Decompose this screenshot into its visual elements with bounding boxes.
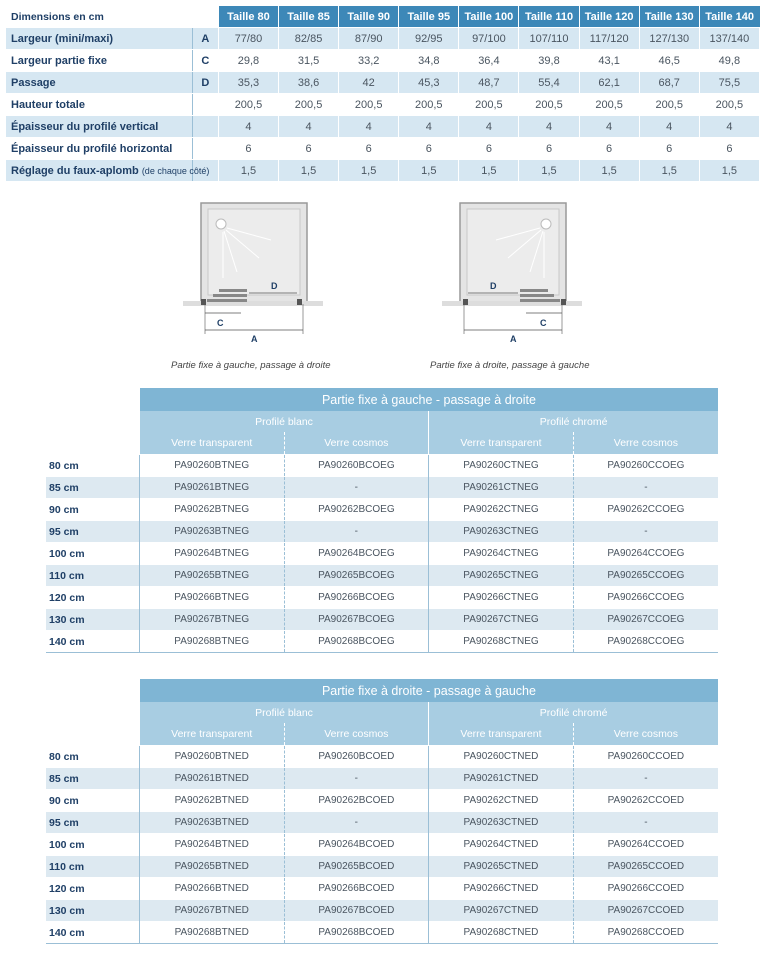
dimension-code xyxy=(192,94,218,116)
dimension-label: Épaisseur du profilé horizontal xyxy=(6,138,192,160)
product-code: PA90261BTNED xyxy=(139,768,284,790)
dimensions-body xyxy=(6,28,760,182)
dimension-value: 1,5 xyxy=(459,160,519,182)
product-code: PA90264BCOEG xyxy=(284,543,429,565)
row-size-label: 85 cm xyxy=(46,768,139,790)
dimension-value: 97/100 xyxy=(459,28,519,50)
dimension-value: 6 xyxy=(339,138,399,160)
row-size-label: 85 cm xyxy=(46,477,139,499)
row-size-label: 140 cm xyxy=(46,922,139,944)
row-size-label: 90 cm xyxy=(46,790,139,812)
product-code: PA90262BCOEG xyxy=(284,499,429,521)
dim-label-a: A xyxy=(251,334,258,344)
product-code: PA90266CTNED xyxy=(429,878,574,900)
dimension-value: 1,5 xyxy=(699,160,759,182)
column-header: Verre transparent xyxy=(139,723,284,746)
product-code: PA90264BCOED xyxy=(284,834,429,856)
row-size-label: 80 cm xyxy=(46,746,139,768)
row-size-label: 130 cm xyxy=(46,609,139,631)
dimension-value: 4 xyxy=(579,116,639,138)
dimension-value: 6 xyxy=(639,138,699,160)
product-code: PA90265BTNED xyxy=(139,856,284,878)
product-code: PA90267BCOED xyxy=(284,900,429,922)
product-code: PA90260CTNEG xyxy=(429,455,574,477)
product-code: PA90262CTNEG xyxy=(429,499,574,521)
dimension-value: 75,5 xyxy=(699,72,759,94)
product-code: PA90261CTNEG xyxy=(429,477,574,499)
product-code: - xyxy=(284,812,429,834)
table-row xyxy=(46,812,718,834)
dimension-value: 45,3 xyxy=(399,72,459,94)
table-row xyxy=(46,834,718,856)
dimension-value: 4 xyxy=(339,116,399,138)
product-code: PA90263CTNEG xyxy=(429,521,574,543)
dimension-value: 200,5 xyxy=(519,94,579,116)
dimension-value: 6 xyxy=(218,138,278,160)
sliding-door xyxy=(213,294,247,297)
size-header: Taille 120 xyxy=(579,6,639,28)
table-row xyxy=(46,587,718,609)
product-code: PA90262CCOEG xyxy=(573,499,718,521)
dimension-value: 200,5 xyxy=(279,94,339,116)
dim-label-c: C xyxy=(217,318,224,328)
row-size-label: 95 cm xyxy=(46,812,139,834)
dimension-value: 4 xyxy=(399,116,459,138)
diagram-fixed-right xyxy=(442,200,582,348)
dimension-value: 48,7 xyxy=(459,72,519,94)
dimension-value: 43,1 xyxy=(579,50,639,72)
dimension-value: 34,8 xyxy=(399,50,459,72)
dimensions-table xyxy=(6,6,760,182)
dimension-value: 35,3 xyxy=(218,72,278,94)
product-code: PA90260CCOEG xyxy=(573,455,718,477)
product-code: - xyxy=(573,477,718,499)
product-code: PA90265CTNEG xyxy=(429,565,574,587)
product-code: PA90264BTNED xyxy=(139,834,284,856)
product-code: - xyxy=(284,477,429,499)
reference-table-body xyxy=(46,746,718,944)
product-code: PA90267BTNEG xyxy=(139,609,284,631)
product-code: PA90268CTNEG xyxy=(429,631,574,653)
row-size-label: 100 cm xyxy=(46,543,139,565)
dimension-row xyxy=(6,72,760,94)
dimension-value: 1,5 xyxy=(399,160,459,182)
product-code: PA90265CCOED xyxy=(573,856,718,878)
dimension-value: 62,1 xyxy=(579,72,639,94)
dimension-value: 68,7 xyxy=(639,72,699,94)
reference-table-fixed-left xyxy=(46,388,718,653)
product-code: PA90267BTNED xyxy=(139,900,284,922)
dim-label-a: A xyxy=(510,334,517,344)
product-code: PA90268CCOED xyxy=(573,922,718,944)
dimension-value: 200,5 xyxy=(339,94,399,116)
row-size-label: 140 cm xyxy=(46,631,139,653)
column-header: Verre cosmos xyxy=(284,432,429,455)
product-code: PA90260CTNED xyxy=(429,746,574,768)
dimension-label: Largeur partie fixe xyxy=(6,50,192,72)
dimension-value: 4 xyxy=(699,116,759,138)
table-row xyxy=(46,543,718,565)
product-code: PA90266BTNEG xyxy=(139,587,284,609)
product-code: PA90264CTNEG xyxy=(429,543,574,565)
product-code: PA90268BCOED xyxy=(284,922,429,944)
product-code: PA90266CCOED xyxy=(573,878,718,900)
table-row xyxy=(46,878,718,900)
dimension-row xyxy=(6,28,760,50)
dimension-label-note: (de chaque côté) xyxy=(141,165,210,176)
dimension-label: Largeur (mini/maxi) xyxy=(6,28,192,50)
dim-label-d: D xyxy=(271,281,278,291)
product-code: PA90262CCOED xyxy=(573,790,718,812)
column-header: Verre cosmos xyxy=(573,723,718,746)
table-row xyxy=(46,856,718,878)
product-code: - xyxy=(284,768,429,790)
product-code: PA90262BTNED xyxy=(139,790,284,812)
dimension-code xyxy=(192,116,218,138)
dimension-value: 1,5 xyxy=(639,160,699,182)
dimension-value: 39,8 xyxy=(519,50,579,72)
dimension-value: 46,5 xyxy=(639,50,699,72)
product-code: PA90260BTNEG xyxy=(139,455,284,477)
product-code: PA90268BTNED xyxy=(139,922,284,944)
table-row xyxy=(46,790,718,812)
dimension-row xyxy=(6,160,760,182)
product-code: PA90262CTNED xyxy=(429,790,574,812)
dimension-value: 4 xyxy=(279,116,339,138)
dimension-label: Réglage du faux-aplomb (de chaque côté) xyxy=(6,160,192,182)
dim-label-d: D xyxy=(490,281,497,291)
product-code: PA90261BTNEG xyxy=(139,477,284,499)
column-header: Verre transparent xyxy=(429,432,574,455)
table-title: Partie fixe à droite - passage à gauche xyxy=(139,679,718,702)
product-code: PA90266BCOED xyxy=(284,878,429,900)
dimension-value: 42 xyxy=(339,72,399,94)
dimension-value: 4 xyxy=(519,116,579,138)
size-header: Taille 110 xyxy=(519,6,579,28)
table-row xyxy=(46,499,718,521)
dimension-row xyxy=(6,116,760,138)
dimension-code: D xyxy=(192,72,218,94)
table-row xyxy=(46,477,718,499)
dimension-code xyxy=(192,138,218,160)
dimension-value: 29,8 xyxy=(218,50,278,72)
product-code: PA90260BCOED xyxy=(284,746,429,768)
row-size-label: 130 cm xyxy=(46,900,139,922)
group-header: Profilé blanc xyxy=(139,702,428,723)
dimension-value: 127/130 xyxy=(639,28,699,50)
row-size-label: 95 cm xyxy=(46,521,139,543)
dimension-value: 36,4 xyxy=(459,50,519,72)
product-code: PA90260BTNED xyxy=(139,746,284,768)
fixed-panel xyxy=(207,299,247,302)
product-code: PA90267CTNEG xyxy=(429,609,574,631)
dimension-value: 6 xyxy=(279,138,339,160)
dimension-label: Épaisseur du profilé vertical xyxy=(6,116,192,138)
product-code: PA90265BCOED xyxy=(284,856,429,878)
dimension-value: 92/95 xyxy=(399,28,459,50)
dimension-value: 200,5 xyxy=(699,94,759,116)
diagram-caption-left: Partie fixe à gauche, passage à droite xyxy=(171,360,331,371)
dimension-row xyxy=(6,94,760,116)
shower-head-icon xyxy=(541,219,551,229)
size-header: Taille 80 xyxy=(218,6,278,28)
dimension-value: 31,5 xyxy=(279,50,339,72)
group-header: Profilé chromé xyxy=(429,411,718,432)
product-code: PA90267CCOEG xyxy=(573,609,718,631)
dimension-value: 6 xyxy=(459,138,519,160)
shower-head-icon xyxy=(216,219,226,229)
row-size-label: 90 cm xyxy=(46,499,139,521)
sliding-door xyxy=(520,294,554,297)
product-code: PA90268CTNED xyxy=(429,922,574,944)
table-row xyxy=(46,565,718,587)
dimension-value: 4 xyxy=(218,116,278,138)
dimension-value: 49,8 xyxy=(699,50,759,72)
column-header: Verre transparent xyxy=(429,723,574,746)
product-code: PA90262BTNEG xyxy=(139,499,284,521)
dimension-value: 77/80 xyxy=(218,28,278,50)
dimensions-header-row xyxy=(6,6,760,28)
dimension-row xyxy=(6,50,760,72)
product-code: PA90266BTNED xyxy=(139,878,284,900)
dimension-value: 6 xyxy=(399,138,459,160)
size-header: Taille 90 xyxy=(339,6,399,28)
dimension-value: 82/85 xyxy=(279,28,339,50)
product-code: PA90264CCOED xyxy=(573,834,718,856)
column-header: Verre cosmos xyxy=(284,723,429,746)
product-code: - xyxy=(573,768,718,790)
product-code: PA90266CTNEG xyxy=(429,587,574,609)
product-code: - xyxy=(284,521,429,543)
dimension-value: 200,5 xyxy=(218,94,278,116)
dimension-value: 1,5 xyxy=(339,160,399,182)
dimension-value: 6 xyxy=(519,138,579,160)
table-row xyxy=(46,768,718,790)
product-code: PA90264CTNED xyxy=(429,834,574,856)
product-code: PA90265CTNED xyxy=(429,856,574,878)
product-code: PA90263BTNEG xyxy=(139,521,284,543)
product-code: PA90267CCOED xyxy=(573,900,718,922)
table-row xyxy=(46,746,718,768)
dimension-value: 1,5 xyxy=(279,160,339,182)
product-code: PA90268BCOEG xyxy=(284,631,429,653)
dimension-value: 6 xyxy=(579,138,639,160)
group-header: Profilé chromé xyxy=(429,702,718,723)
product-code: PA90262BCOED xyxy=(284,790,429,812)
dimension-label: Passage xyxy=(6,72,192,94)
dimension-value: 4 xyxy=(459,116,519,138)
dimensions-header-label: Dimensions en cm xyxy=(6,6,192,28)
group-header: Profilé blanc xyxy=(139,411,428,432)
table-title: Partie fixe à gauche - passage à droite xyxy=(139,388,718,411)
dimension-value: 6 xyxy=(699,138,759,160)
row-size-label: 110 cm xyxy=(46,856,139,878)
reference-table-body xyxy=(46,455,718,653)
table-row xyxy=(46,900,718,922)
size-header: Taille 95 xyxy=(399,6,459,28)
table-row xyxy=(46,609,718,631)
dimension-value: 1,5 xyxy=(519,160,579,182)
size-header: Taille 85 xyxy=(279,6,339,28)
product-code: PA90265BCOEG xyxy=(284,565,429,587)
dimension-value: 200,5 xyxy=(459,94,519,116)
dimension-row xyxy=(6,138,760,160)
diagram-fixed-left xyxy=(183,200,323,348)
dimension-value: 4 xyxy=(639,116,699,138)
reference-table-fixed-right xyxy=(46,679,718,944)
product-code: PA90268BTNEG xyxy=(139,631,284,653)
dimension-code: A xyxy=(192,28,218,50)
dimension-value: 200,5 xyxy=(639,94,699,116)
product-code: PA90264BTNEG xyxy=(139,543,284,565)
size-header: Taille 100 xyxy=(459,6,519,28)
table-row xyxy=(46,455,718,477)
dimension-value: 117/120 xyxy=(579,28,639,50)
product-code: - xyxy=(573,521,718,543)
product-code: PA90266CCOEG xyxy=(573,587,718,609)
table-row xyxy=(46,922,718,944)
dimension-value: 38,6 xyxy=(279,72,339,94)
column-header: Verre cosmos xyxy=(573,432,718,455)
size-header: Taille 140 xyxy=(699,6,759,28)
dimension-code: C xyxy=(192,50,218,72)
row-size-label: 110 cm xyxy=(46,565,139,587)
size-header: Taille 130 xyxy=(639,6,699,28)
row-size-label: 120 cm xyxy=(46,587,139,609)
product-code: PA90266BCOEG xyxy=(284,587,429,609)
dimension-value: 55,4 xyxy=(519,72,579,94)
product-code: - xyxy=(573,812,718,834)
table-row xyxy=(46,521,718,543)
fixed-panel xyxy=(520,299,560,302)
product-code: PA90261CTNED xyxy=(429,768,574,790)
product-code: PA90267BCOEG xyxy=(284,609,429,631)
dimension-value: 200,5 xyxy=(399,94,459,116)
row-size-label: 80 cm xyxy=(46,455,139,477)
dimension-value: 33,2 xyxy=(339,50,399,72)
column-header: Verre transparent xyxy=(139,432,284,455)
product-code: PA90264CCOEG xyxy=(573,543,718,565)
dimension-value: 107/110 xyxy=(519,28,579,50)
product-code: PA90268CCOEG xyxy=(573,631,718,653)
product-code: PA90260CCOED xyxy=(573,746,718,768)
dimension-value: 200,5 xyxy=(579,94,639,116)
dimension-value: 137/140 xyxy=(699,28,759,50)
dimension-label: Hauteur totale xyxy=(6,94,192,116)
product-code: PA90263BTNED xyxy=(139,812,284,834)
diagram-caption-right: Partie fixe à droite, passage à gauche xyxy=(430,360,590,371)
product-code: PA90267CTNED xyxy=(429,900,574,922)
row-size-label: 120 cm xyxy=(46,878,139,900)
dimension-value: 87/90 xyxy=(339,28,399,50)
product-code: PA90260BCOEG xyxy=(284,455,429,477)
product-code: PA90265CCOEG xyxy=(573,565,718,587)
dim-label-c: C xyxy=(540,318,547,328)
table-row xyxy=(46,631,718,653)
row-size-label: 100 cm xyxy=(46,834,139,856)
product-code: PA90265BTNEG xyxy=(139,565,284,587)
dimension-value: 1,5 xyxy=(579,160,639,182)
dimension-value: 1,5 xyxy=(218,160,278,182)
product-code: PA90263CTNED xyxy=(429,812,574,834)
